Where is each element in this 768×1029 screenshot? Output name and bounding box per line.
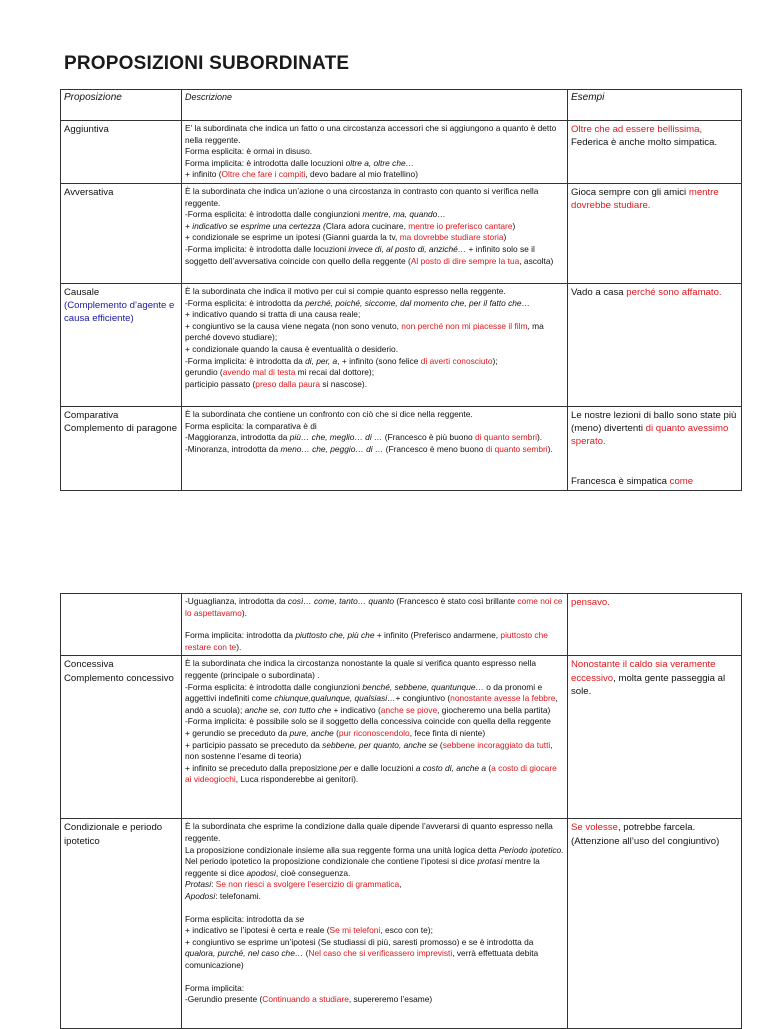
row-name: Condizionale e periodo ipotetico xyxy=(61,819,182,1029)
row-example: Nonostante il caldo sia veramente eccessivo, molta gente passeggia al sole. xyxy=(568,656,742,819)
table-row xyxy=(61,283,742,406)
row-name: Concessiva Complemento concessivo xyxy=(61,656,182,819)
row-description: È la subordinata che contiene un confronto con ciò che si dice nella reggente. Forma esplicita: la comparativa è di -Maggioranza, introdotta da più… che, meglio… di … (Francesco è più buono di quanto sembri). -Minoranza, introdotta da meno… che, peggio… di … (Francesco è meno buono di quanto sembri). xyxy=(182,406,568,490)
row-name xyxy=(61,594,182,656)
table-row xyxy=(61,594,742,656)
table-header-row xyxy=(61,90,742,121)
page-title: PROPOSIZIONI SUBORDINATE xyxy=(64,53,350,74)
row-name: Avversativa xyxy=(61,183,182,283)
row-description: È la subordinata che indica la circostanza nonostante la quale si verifica quanto espresso nella reggente (principale o subordinata) . -Forma esplicita: è introdotta dalle congiunzioni benché, sebbene, quantunque… o da pronomi e aggettivi indefiniti come chiunque,qualunque, qualsiasi…+ congiuntivo (nonostante avesse la febbre, andò a scuola); anche se, con tutto che + indicativo (anche se piove, giocheremo una bella partita) -Forma implicita: è possibile solo se il soggetto della concessiva coincide con quella della reggente + gerundio se preceduto da pure, anche (pur riconoscendolo, fece finta di niente) + participio passato se preceduto da sebbene, per quanto, anche se (sebbene incoraggiato da tutti, non sostenne l’esame di teoria) + infinito se preceduto dalla preposizione per e dalle locuzioni a costo di, anche a (a costo di giocare ai videogiochi, Luca risponderebbe ai genitori). xyxy=(182,656,568,819)
row-example: Oltre che ad essere bellissima, Federica è anche molto simpatica. xyxy=(568,121,742,184)
row-example: Vado a casa perché sono affamato. xyxy=(568,283,742,406)
row-description: È la subordinata che indica un’azione o una circostanza in contrasto con quanto si verifica nella reggente. -Forma esplicita: è introdotta dalle congiunzioni mentre, ma, quando… + indicativo se esprime una certezza (Clara adora cucinare, mentre io preferisco cantare) + condizionale se esprime un ipotesi (Gianni guarda la tv, ma dovrebbe studiare storia) -Forma implicita: è introdotta dalle locuzioni invece di, al posto di, anziché… + infinito solo se il soggetto dell’avversativa coincide con quello della reggente (Al posto di dire sempre la tua, ascolta) xyxy=(182,183,568,283)
header-esempi: Esempi xyxy=(568,90,742,121)
row-example: Se volesse, potrebbe farcela. (Attenzione all’uso del congiuntivo) xyxy=(568,819,742,1029)
header-proposizione: Proposizione xyxy=(61,90,182,121)
row-example: Le nostre lezioni di ballo sono state più (meno) divertenti di quanto avessimo sperato. Francesca è simpatica come xyxy=(568,406,742,490)
row-name: Aggiuntiva xyxy=(61,121,182,184)
table-row xyxy=(61,121,742,184)
subordinate-table-part-2 xyxy=(60,593,742,1029)
table-row xyxy=(61,183,742,283)
row-name: Comparativa Complemento di paragone xyxy=(61,406,182,490)
row-subtitle: (Complemento d’agente e causa efficiente) xyxy=(64,300,175,325)
subordinate-table-part-1 xyxy=(60,89,742,491)
row-example: pensavo. xyxy=(568,594,742,656)
row-description: E’ la subordinata che indica un fatto o una circostanza accessori che si aggiungono a quanto è detto nella reggente. Forma esplicita: è ormai in disuso. Forma implicita: è introdotta dalle locuzioni oltre a, oltre che… + infinito (Oltre che fare i compiti, devo badare al mio fratellino) xyxy=(182,121,568,184)
row-description: È la subordinata che indica il motivo per cui si compie quanto espresso nella reggente. -Forma esplicita: è introdotta da perché, poiché, siccome, dal momento che, per il fatto che… + indicativo quando si tratta di una causa reale; + congiuntivo se la causa viene negata (non sono venuto, non perché non mi piacesse il film, ma perché dovevo studiare); + condizionale quando la causa è eventualità o desiderio. -Forma implicita: è introdotta da di, per, a, + infinito (sono felice di averti conosciuto); gerundio (avendo mal di testa mi recai dal dottore); participio passato (preso dalla paura si nascose). xyxy=(182,283,568,406)
table-row xyxy=(61,656,742,819)
row-description: -Uguaglianza, introdotta da così… come, tanto… quanto (Francesco è stato così brillante come noi ce lo aspettavamo). Forma implicita: introdotta da piuttosto che, più che + infinito (Preferisco andarmene, piuttosto che restare con te). xyxy=(182,594,568,656)
table-row xyxy=(61,819,742,1029)
table-row xyxy=(61,406,742,490)
header-descrizione: Descrizione xyxy=(182,90,568,121)
row-example: Gioca sempre con gli amici mentre dovrebbe studiare. xyxy=(568,183,742,283)
row-description: È la subordinata che esprime la condizione dalla quale dipende l’avverarsi di quanto espresso nella reggente. La proposizione condizionale insieme alla sua reggente forma una unità logica detta Periodo ipotetico. Nel periodo ipotetico la proposizione condizionale che contiene l’ipotesi si dice protasi mentre la reggente si dice apodosi, cioè conseguenza. Protasi: Se non riesci a svolgere l’esercizio di grammatica, Apodosi: telefonami. Forma esplicita: introdotta da se + indicativo se l’ipotesi è certa e reale (Se mi telefoni, esco con te); + congiuntivo se esprime un’ipotesi (Se studiassi di più, saresti promosso) e se è introdotta da qualora, purché, nel caso che… (Nel caso che si verificassero imprevisti, verrà effettuata debita comunicazione) Forma implicita: -Gerundio presente (Continuando a studiare, supereremo l’esame) xyxy=(182,819,568,1029)
row-name: Causale (Complemento d’agente e causa efficiente) xyxy=(61,283,182,406)
